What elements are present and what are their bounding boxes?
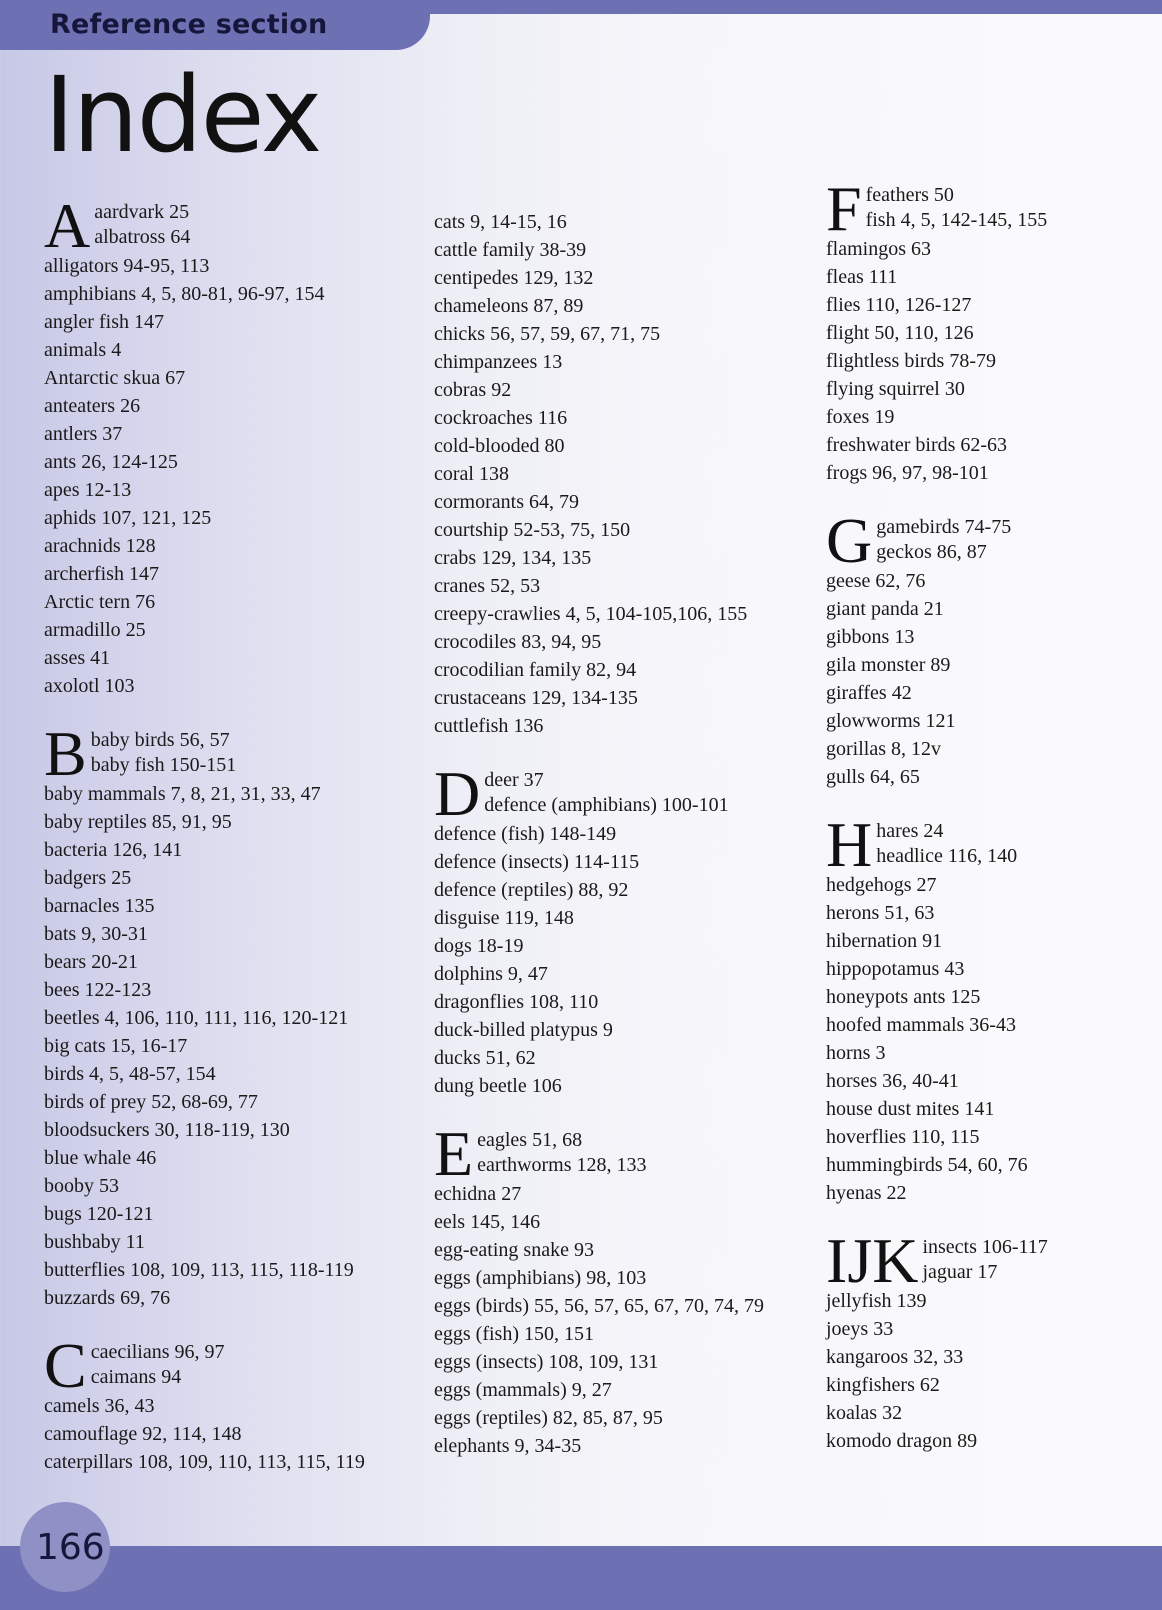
index-entry: buzzards 69, 76 bbox=[44, 1287, 171, 1309]
index-entry: duck-billed platypus 9 bbox=[434, 1019, 613, 1041]
index-entry: dragonflies 108, 110 bbox=[434, 991, 599, 1013]
index-entry: giraffes 42 bbox=[826, 682, 912, 704]
index-entry: cranes 52, 53 bbox=[434, 575, 541, 597]
index-entry: eggs (fish) 150, 151 bbox=[434, 1323, 594, 1345]
section-label: Reference section bbox=[50, 9, 328, 40]
index-entry: gibbons 13 bbox=[826, 626, 915, 648]
heading-entries bbox=[866, 183, 1048, 233]
index-entry: centipedes 129, 132 bbox=[434, 267, 594, 289]
heading-entries bbox=[477, 1128, 646, 1178]
index-entry: eggs (birds) 55, 56, 57, 65, 67, 70, 74, 79 bbox=[434, 1295, 764, 1317]
index-entry: geckos 86, 87 bbox=[876, 541, 987, 563]
index-entry: amphibians 4, 5, 80-81, 96-97, 154 bbox=[44, 283, 325, 305]
index-entry: earthworms 128, 133 bbox=[477, 1154, 647, 1176]
index-entry: komodo dragon 89 bbox=[826, 1430, 978, 1452]
index-entry: baby birds 56, 57 bbox=[90, 729, 230, 751]
index-entry: jellyfish 139 bbox=[826, 1290, 927, 1312]
heading-entries bbox=[484, 768, 728, 818]
index-entry: geese 62, 76 bbox=[826, 570, 926, 592]
index-entry: flies 110, 126-127 bbox=[826, 294, 972, 316]
index-entry: gamebirds 74-75 bbox=[876, 516, 1012, 538]
index-entry: glowworms 121 bbox=[826, 710, 956, 732]
page-title: Index bbox=[44, 54, 321, 176]
index-entry: Arctic tern 76 bbox=[44, 591, 156, 613]
index-entry: camouflage 92, 114, 148 bbox=[44, 1423, 242, 1445]
section-letter: C bbox=[44, 1330, 87, 1401]
index-entry: hibernation 91 bbox=[826, 930, 943, 952]
index-entry: caecilians 96, 97 bbox=[90, 1341, 225, 1363]
index-entry: echidna 27 bbox=[434, 1183, 522, 1205]
section-letter: A bbox=[44, 190, 91, 261]
section-letter: F bbox=[826, 173, 862, 244]
index-column-3 bbox=[826, 173, 1162, 1483]
index-entry: courtship 52-53, 75, 150 bbox=[434, 519, 631, 541]
index-entry: eggs (insects) 108, 109, 131 bbox=[434, 1351, 659, 1373]
index-entry: hyenas 22 bbox=[826, 1182, 907, 1204]
index-entry: disguise 119, 148 bbox=[434, 907, 574, 929]
index-entry: eggs (reptiles) 82, 85, 87, 95 bbox=[434, 1407, 663, 1429]
index-entry: archerfish 147 bbox=[44, 563, 159, 585]
index-entry: chameleons 87, 89 bbox=[434, 295, 584, 317]
section-heading bbox=[434, 758, 804, 829]
index-entry: booby 53 bbox=[44, 1175, 119, 1197]
index-entry: birds 4, 5, 48-57, 154 bbox=[44, 1063, 216, 1085]
index-entry: cattle family 38-39 bbox=[434, 239, 587, 261]
index-entry: hummingbirds 54, 60, 76 bbox=[826, 1154, 1028, 1176]
index-entry: horses 36, 40-41 bbox=[826, 1070, 959, 1092]
index-entry: albatross 64 bbox=[94, 226, 191, 248]
index-entry: defence (amphibians) 100-101 bbox=[484, 794, 729, 816]
index-entry: axolotl 103 bbox=[44, 675, 135, 697]
index-section bbox=[434, 208, 804, 740]
index-entry: beetles 4, 106, 110, 111, 116, 120-121 bbox=[44, 1007, 349, 1029]
section-heading bbox=[44, 190, 414, 261]
index-entry: apes 12-13 bbox=[44, 479, 132, 501]
index-entry: aardvark 25 bbox=[94, 201, 190, 223]
section-letter: D bbox=[434, 758, 481, 829]
index-entry: badgers 25 bbox=[44, 867, 132, 889]
index-entry: eggs (mammals) 9, 27 bbox=[434, 1379, 612, 1401]
index-entry: freshwater birds 62-63 bbox=[826, 434, 1008, 456]
index-section bbox=[44, 190, 414, 700]
index-entry: eagles 51, 68 bbox=[477, 1129, 583, 1151]
heading-entries bbox=[94, 200, 190, 250]
index-entry: coral 138 bbox=[434, 463, 509, 485]
index-entry: crustaceans 129, 134-135 bbox=[434, 687, 638, 709]
index-entry: angler fish 147 bbox=[44, 311, 164, 333]
section-letter: E bbox=[434, 1118, 474, 1189]
index-entry: bears 20-21 bbox=[44, 951, 138, 973]
index-entry: cormorants 64, 79 bbox=[434, 491, 579, 513]
index-entry: fish 4, 5, 142-145, 155 bbox=[865, 209, 1048, 231]
index-entry: kingfishers 62 bbox=[826, 1374, 940, 1396]
index-entry: baby mammals 7, 8, 21, 31, 33, 47 bbox=[44, 783, 321, 805]
index-entry: fleas 111 bbox=[826, 266, 898, 288]
index-entry: flying squirrel 30 bbox=[826, 378, 965, 400]
index-entry: chimpanzees 13 bbox=[434, 351, 563, 373]
index-entry: ants 26, 124-125 bbox=[44, 451, 178, 473]
index-entry: feathers 50 bbox=[865, 184, 954, 206]
index-entry: gorillas 8, 12v bbox=[826, 738, 941, 760]
index-entry: cuttlefish 136 bbox=[434, 715, 544, 737]
index-entry: cockroaches 116 bbox=[434, 407, 568, 429]
index-entry: horns 3 bbox=[826, 1042, 886, 1064]
index-entry: bushbaby 11 bbox=[44, 1231, 145, 1253]
index-entry: gulls 64, 65 bbox=[826, 766, 920, 788]
index-entry: deer 37 bbox=[484, 769, 544, 791]
index-entry: caimans 94 bbox=[90, 1366, 182, 1388]
index-entry: ducks 51, 62 bbox=[434, 1047, 536, 1069]
section-heading bbox=[44, 718, 414, 789]
index-entry: eggs (amphibians) 98, 103 bbox=[434, 1267, 647, 1289]
index-entry: butterflies 108, 109, 113, 115, 118-119 bbox=[44, 1259, 354, 1281]
index-entry: giant panda 21 bbox=[826, 598, 944, 620]
index-entry: alligators 94-95, 113 bbox=[44, 255, 210, 277]
section-letter: G bbox=[826, 505, 873, 576]
section-heading bbox=[826, 505, 1162, 576]
index-entry: jaguar 17 bbox=[922, 1261, 998, 1283]
section-heading bbox=[826, 1225, 1162, 1296]
index-entry: anteaters 26 bbox=[44, 395, 141, 417]
page-number: 166 bbox=[36, 1527, 105, 1568]
index-entry: bats 9, 30-31 bbox=[44, 923, 148, 945]
index-entry: honeypots ants 125 bbox=[826, 986, 981, 1008]
index-entry: Antarctic skua 67 bbox=[44, 367, 186, 389]
index-entry: camels 36, 43 bbox=[44, 1395, 155, 1417]
index-entry: cats 9, 14-15, 16 bbox=[434, 211, 567, 233]
index-entry: insects 106-117 bbox=[922, 1236, 1048, 1258]
index-entry: big cats 15, 16-17 bbox=[44, 1035, 188, 1057]
section-heading bbox=[44, 1330, 414, 1401]
index-entry: armadillo 25 bbox=[44, 619, 146, 641]
section-letter: IJK bbox=[826, 1225, 919, 1296]
index-entry: animals 4 bbox=[44, 339, 122, 361]
index-entry: bacteria 126, 141 bbox=[44, 839, 183, 861]
section-heading bbox=[826, 809, 1162, 880]
section-heading bbox=[826, 173, 1162, 244]
index-entry: chicks 56, 57, 59, 67, 71, 75 bbox=[434, 323, 661, 345]
index-entry: baby fish 150-151 bbox=[90, 754, 237, 776]
index-entry: hares 24 bbox=[876, 820, 944, 842]
index-entry: crabs 129, 134, 135 bbox=[434, 547, 592, 569]
index-entry: crocodilian family 82, 94 bbox=[434, 659, 637, 681]
index-entry: caterpillars 108, 109, 110, 113, 115, 119 bbox=[44, 1451, 365, 1473]
heading-entries bbox=[922, 1235, 1047, 1285]
index-entry: creepy-crawlies 4, 5, 104-105,106, 155 bbox=[434, 603, 748, 625]
index-entry: crocodiles 83, 94, 95 bbox=[434, 631, 602, 653]
index-entry: kangaroos 32, 33 bbox=[826, 1346, 964, 1368]
index-section bbox=[44, 1330, 414, 1476]
heading-entries bbox=[91, 728, 237, 778]
index-column-2 bbox=[434, 208, 804, 1488]
index-section bbox=[826, 505, 1162, 791]
index-entry: bugs 120-121 bbox=[44, 1203, 154, 1225]
heading-entries bbox=[876, 819, 1017, 869]
index-entry: bees 122-123 bbox=[44, 979, 152, 1001]
section-letter: B bbox=[44, 718, 87, 789]
index-entry: hedgehogs 27 bbox=[826, 874, 937, 896]
index-entry: arachnids 128 bbox=[44, 535, 156, 557]
index-entry: herons 51, 63 bbox=[826, 902, 935, 924]
index-entry: defence (fish) 148-149 bbox=[434, 823, 617, 845]
index-entry: hoverflies 110, 115 bbox=[826, 1126, 980, 1148]
heading-entries bbox=[876, 515, 1011, 565]
index-section bbox=[44, 718, 414, 1312]
index-entry: baby reptiles 85, 91, 95 bbox=[44, 811, 232, 833]
index-entry: eels 145, 146 bbox=[434, 1211, 541, 1233]
index-entry: blue whale 46 bbox=[44, 1147, 157, 1169]
index-section bbox=[826, 809, 1162, 1207]
section-tab bbox=[0, 0, 430, 50]
index-entry: headlice 116, 140 bbox=[876, 845, 1018, 867]
index-entry: house dust mites 141 bbox=[826, 1098, 995, 1120]
index-entry: elephants 9, 34-35 bbox=[434, 1435, 582, 1457]
index-entry: aphids 107, 121, 125 bbox=[44, 507, 212, 529]
index-entry: defence (insects) 114-115 bbox=[434, 851, 640, 873]
index-entry: hoofed mammals 36-43 bbox=[826, 1014, 1016, 1036]
heading-entries bbox=[91, 1340, 225, 1390]
index-entry: defence (reptiles) 88, 92 bbox=[434, 879, 629, 901]
index-entry: foxes 19 bbox=[826, 406, 895, 428]
index-entry: flight 50, 110, 126 bbox=[826, 322, 974, 344]
index-entry: dolphins 9, 47 bbox=[434, 963, 548, 985]
index-entry: dogs 18-19 bbox=[434, 935, 524, 957]
index-entry: dung beetle 106 bbox=[434, 1075, 562, 1097]
index-entry: birds of prey 52, 68-69, 77 bbox=[44, 1091, 258, 1113]
index-entry: gila monster 89 bbox=[826, 654, 951, 676]
index-section bbox=[434, 758, 804, 1100]
index-entry: flamingos 63 bbox=[826, 238, 931, 260]
index-entry: joeys 33 bbox=[826, 1318, 894, 1340]
index-column-1 bbox=[44, 190, 414, 1504]
index-entry: bloodsuckers 30, 118-119, 130 bbox=[44, 1119, 290, 1141]
index-section bbox=[434, 1118, 804, 1460]
index-entry: asses 41 bbox=[44, 647, 111, 669]
index-section bbox=[826, 173, 1162, 487]
index-entry: cold-blooded 80 bbox=[434, 435, 565, 457]
index-section bbox=[826, 1225, 1162, 1455]
index-entry: antlers 37 bbox=[44, 423, 123, 445]
index-entry: koalas 32 bbox=[826, 1402, 903, 1424]
section-heading bbox=[434, 1118, 804, 1189]
section-letter: H bbox=[826, 809, 873, 880]
index-entry: barnacles 135 bbox=[44, 895, 155, 917]
index-entry: cobras 92 bbox=[434, 379, 512, 401]
index-entry: flightless birds 78-79 bbox=[826, 350, 996, 372]
index-entry: egg-eating snake 93 bbox=[434, 1239, 594, 1261]
index-entry: frogs 96, 97, 98-101 bbox=[826, 462, 989, 484]
index-entry: hippopotamus 43 bbox=[826, 958, 965, 980]
bottom-band bbox=[0, 1546, 1162, 1610]
